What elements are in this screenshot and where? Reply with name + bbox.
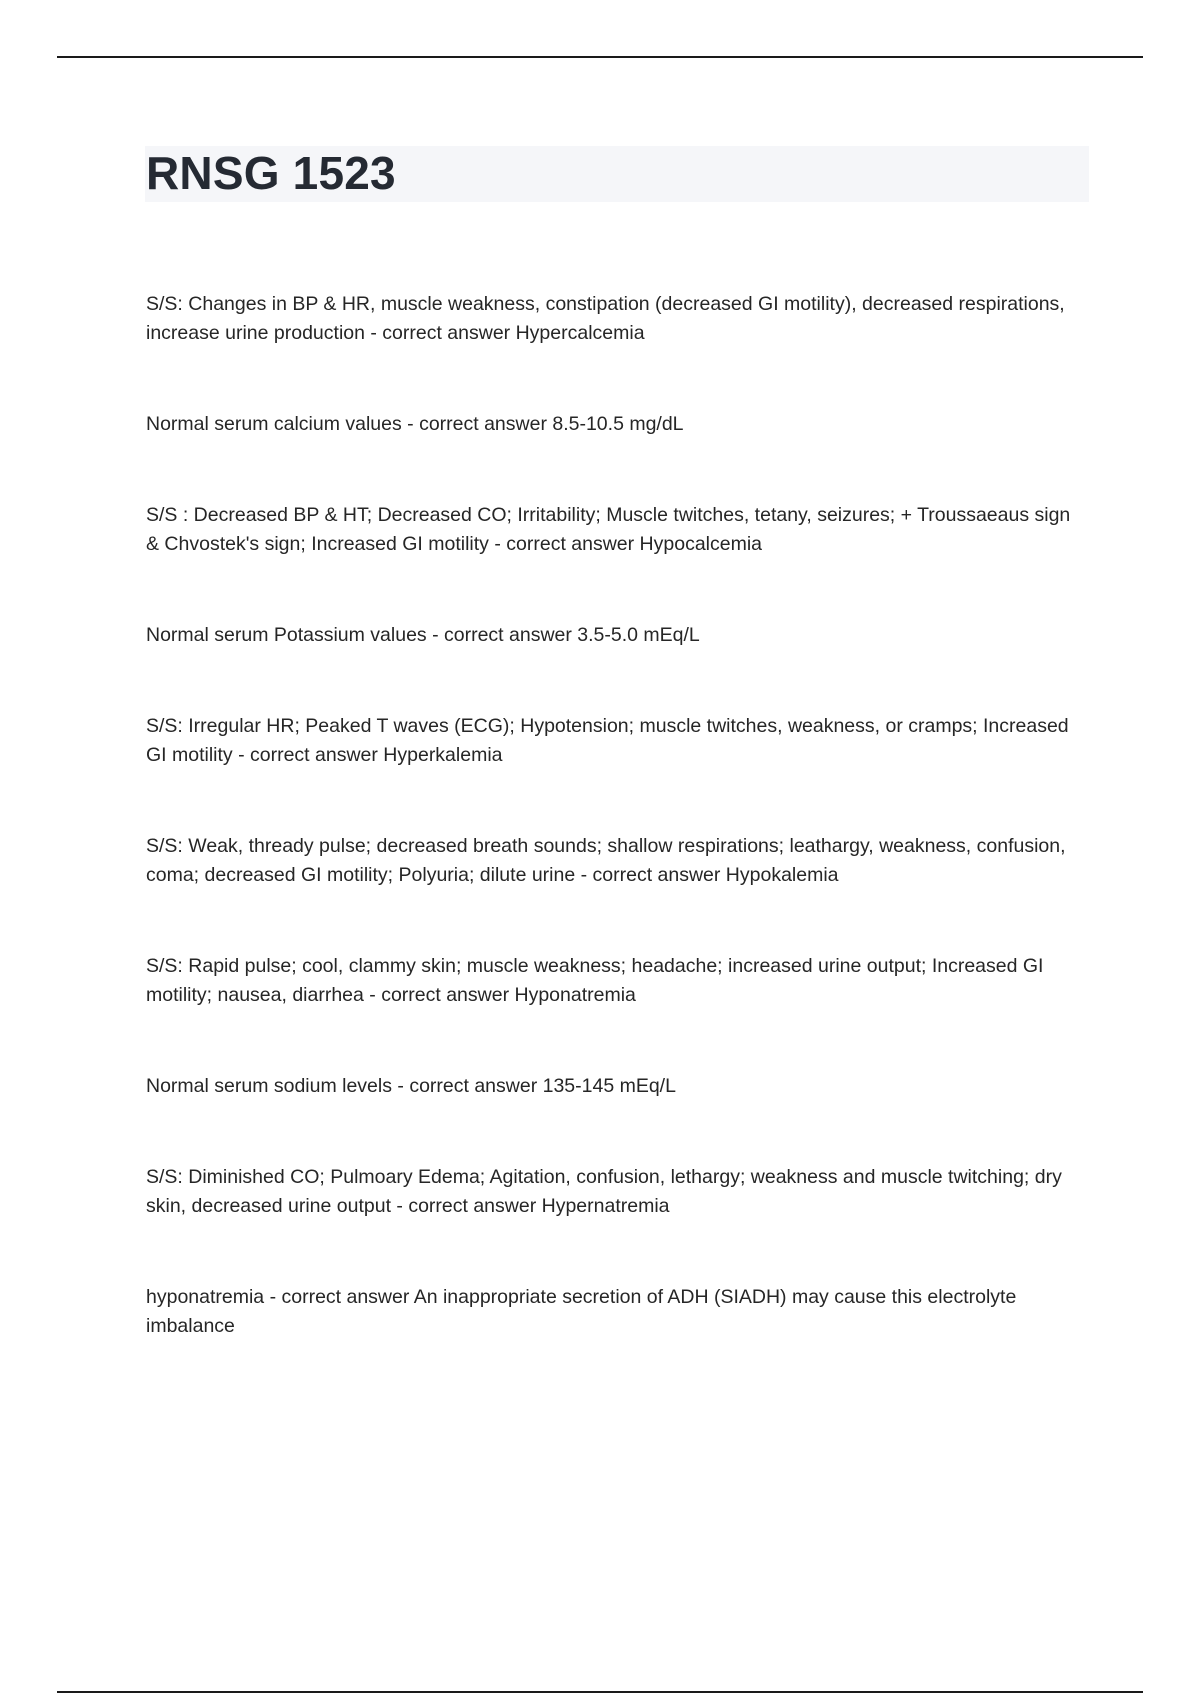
flashcard-item: S/S: Rapid pulse; cool, clammy skin; muscle weakness; headache; increased urine output; Increased GI motility; nausea, diarrhea - correct answer Hyponatremia (146, 955, 1044, 1006)
flashcard-item: Normal serum Potassium values - correct answer 3.5-5.0 mEq/L (146, 624, 700, 646)
flashcard-item: hyponatremia - correct answer An inappropriate secretion of ADH (SIADH) may cause this electrolyte imbalance (146, 1286, 1017, 1337)
bottom-rule (57, 1691, 1143, 1693)
flashcard-item: S/S: Irregular HR; Peaked T waves (ECG); Hypotension; muscle twitches, weakness, or cramps; Increased GI motility - correct answer Hyperkalemia (146, 715, 1069, 766)
top-rule (57, 56, 1143, 58)
flashcard-item: S/S : Decreased BP & HT; Decreased CO; Irritability; Muscle twitches, tetany, seizures; + Troussaeaus sign & Chvostek's sign; Increased GI motility - correct answer Hypocalcemia (146, 504, 1071, 555)
flashcard-item: S/S: Changes in BP & HR, muscle weakness, constipation (decreased GI motility), decreased respirations, increase urine production - correct answer Hypercalcemia (146, 293, 1065, 344)
document-title: RNSG 1523 (146, 147, 396, 199)
flashcard-list (146, 290, 1086, 1403)
flashcard-item: Normal serum sodium levels - correct answer 135-145 mEq/L (146, 1075, 676, 1097)
flashcard-item: Normal serum calcium values - correct answer 8.5-10.5 mg/dL (146, 413, 684, 435)
flashcard-item: S/S: Diminished CO; Pulmoary Edema; Agitation, confusion, lethargy; weakness and muscle twitching; dry skin, decreased urine output - correct answer Hypernatremia (146, 1166, 1062, 1217)
flashcard-item: S/S: Weak, thready pulse; decreased breath sounds; shallow respirations; leathargy, weakness, confusion, coma; decreased GI motility; Polyuria; dilute urine - correct answer Hypokalemia (146, 835, 1066, 886)
